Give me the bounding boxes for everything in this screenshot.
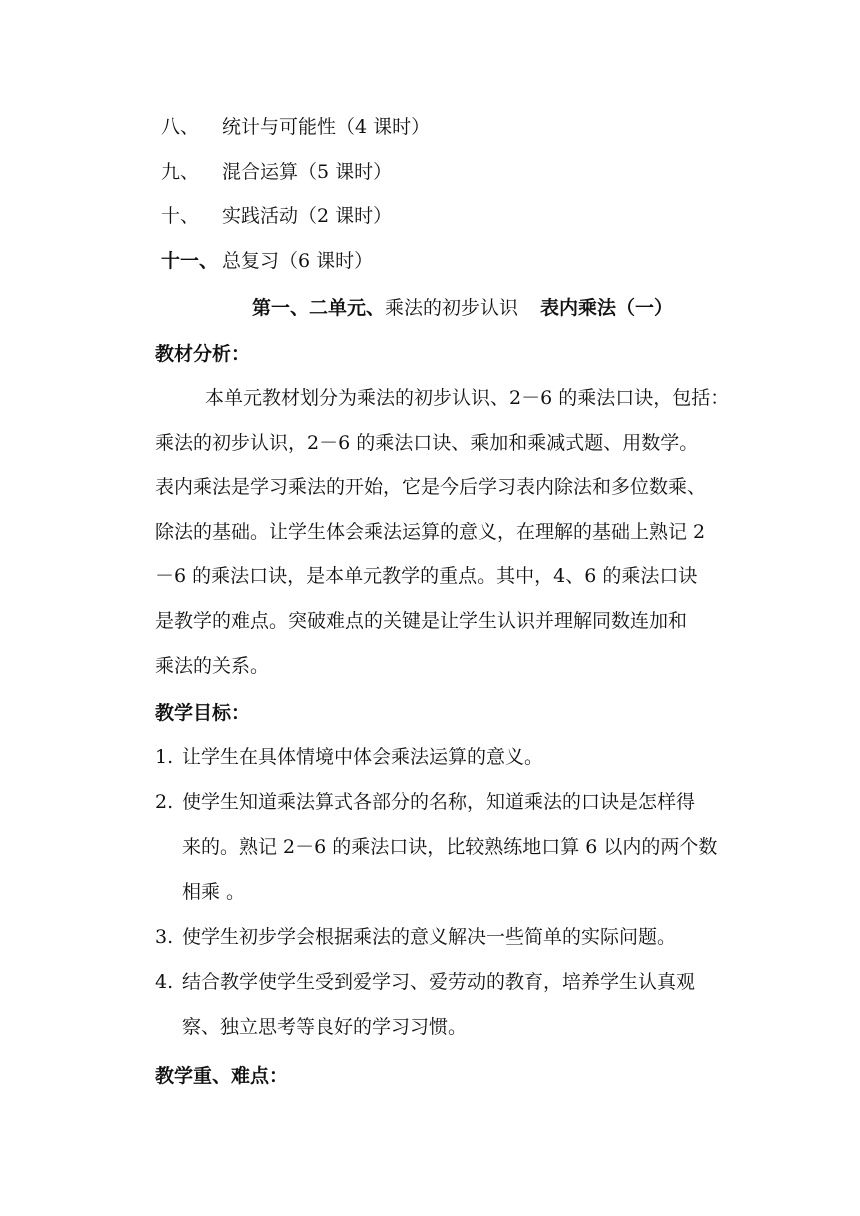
list-item-line: 察、独立思考等良好的学习习惯。: [182, 1016, 468, 1038]
unit-title-part: 第一、二单元、: [252, 297, 386, 319]
unit-title: [252, 295, 673, 321]
unit-title-part: 乘法的初步认识: [385, 297, 519, 319]
paragraph-line: 是教学的难点。突破难点的关键是让学生认识并理解同数连加和: [155, 610, 688, 632]
toc-item-text: 统计与可能性（4 课时）: [222, 116, 431, 138]
toc-item-text: 实践活动（2 课时）: [222, 205, 393, 227]
list-item-line: 来的。熟记 2－6 的乘法口诀，比较熟练地口算 6 以内的两个数: [182, 836, 718, 858]
paragraph-line: －6 的乘法口诀，是本单元教学的重点。其中，4、6 的乘法口诀: [155, 565, 698, 587]
key-points-heading: 教学重、难点：: [155, 1065, 289, 1087]
list-item-line: 结合教学使学生受到爱学习、爱劳动的教育，培养学生认真观: [182, 971, 696, 993]
toc-number: 八、: [161, 116, 200, 138]
toc-number: 九、: [161, 161, 200, 183]
list-number: 1.: [155, 746, 174, 768]
paragraph-line: 乘法的初步认识，2－6 的乘法口诀、乘加和乘减式题、用数学。: [155, 432, 699, 454]
list-number: 4.: [155, 971, 174, 993]
list-item-line: 使学生知道乘法算式各部分的名称，知道乘法的口诀是怎样得: [182, 791, 696, 813]
paragraph-line: 本单元教材划分为乘法的初步认识、2－6 的乘法口诀，包括：: [205, 387, 730, 409]
unit-title-part: 表内乘法（一）: [540, 297, 674, 319]
list-item-line: 相乘 。: [182, 881, 246, 903]
list-number: 3.: [155, 926, 174, 948]
list-item-line: 让学生在具体情境中体会乘法运算的意义。: [182, 746, 544, 768]
toc-item-text: 混合运算（5 课时）: [222, 161, 393, 183]
toc-number: 十、: [161, 205, 200, 227]
goals-heading: 教学目标：: [155, 702, 251, 724]
list-item-line: 使学生初步学会根据乘法的意义解决一些简单的实际问题。: [182, 926, 677, 948]
paragraph-line: 表内乘法是学习乘法的开始，它是今后学习表内除法和多位数乘、: [155, 476, 707, 498]
paragraph-line: 乘法的关系。: [155, 655, 270, 677]
toc-number: 十一、: [161, 250, 219, 272]
list-number: 2.: [155, 791, 174, 813]
paragraph-line: 除法的基础。让学生体会乘法运算的意义，在理解的基础上熟记 2: [155, 521, 706, 543]
toc-item-text: 总复习（6 课时）: [222, 250, 374, 272]
analysis-heading: 教材分析：: [155, 343, 251, 365]
